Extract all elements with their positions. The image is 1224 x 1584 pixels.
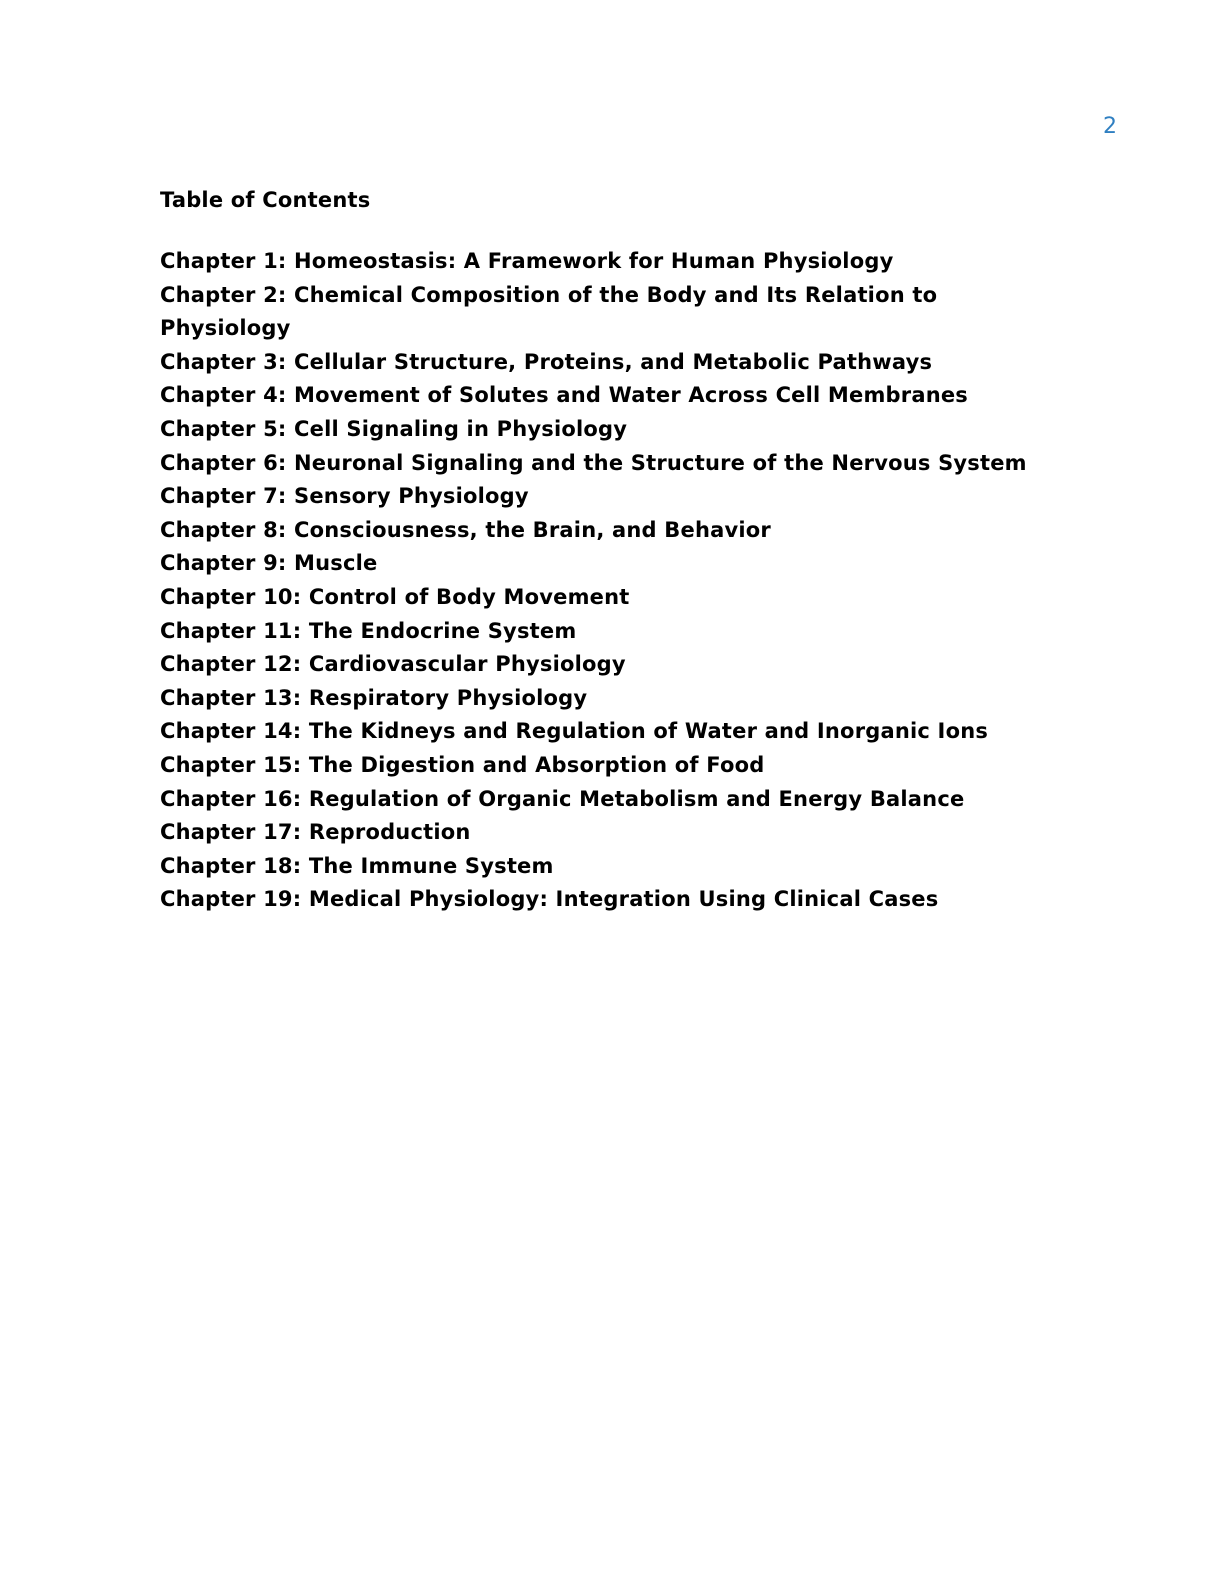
page-number: 2 <box>1103 114 1117 139</box>
toc-list <box>160 245 1100 917</box>
toc-item-chapter-5: Chapter 5: Cell Signaling in Physiology <box>160 416 628 441</box>
toc-item-chapter-19: Chapter 19: Medical Physiology: Integration Using Clinical Cases <box>160 887 939 912</box>
toc-item-chapter-10: Chapter 10: Control of Body Movement <box>160 584 630 609</box>
toc-item-chapter-3: Chapter 3: Cellular Structure, Proteins, and Metabolic Pathways <box>160 349 933 374</box>
toc-item-chapter-6: Chapter 6: Neuronal Signaling and the Structure of the Nervous System <box>160 450 1027 475</box>
toc-item-chapter-12: Chapter 12: Cardiovascular Physiology <box>160 652 626 677</box>
toc-item-chapter-16: Chapter 16: Regulation of Organic Metabolism and Energy Balance <box>160 786 965 811</box>
toc-item-chapter-9: Chapter 9: Muscle <box>160 551 378 576</box>
toc-item-chapter-1: Chapter 1: Homeostasis: A Framework for Human Physiology <box>160 249 894 273</box>
toc-item-chapter-18: Chapter 18: The Immune System <box>160 853 554 878</box>
toc-title: Table of Contents <box>160 188 371 212</box>
toc-item-chapter-4: Chapter 4: Movement of Solutes and Water Across Cell Membranes <box>160 383 969 408</box>
toc-item-chapter-2: Chapter 2: Chemical Composition of the Body and Its Relation to Physiology <box>160 282 938 341</box>
toc-item-chapter-14: Chapter 14: The Kidneys and Regulation of Water and Inorganic Ions <box>160 719 989 744</box>
toc-item-chapter-11: Chapter 11: The Endocrine System <box>160 618 577 643</box>
toc-item-chapter-15: Chapter 15: The Digestion and Absorption of Food <box>160 752 765 777</box>
document-body <box>160 184 1100 917</box>
toc-item-chapter-13: Chapter 13: Respiratory Physiology <box>160 685 588 710</box>
toc-item-chapter-17: Chapter 17: Reproduction <box>160 820 471 845</box>
toc-item-chapter-7: Chapter 7: Sensory Physiology <box>160 484 529 509</box>
toc-item-chapter-8: Chapter 8: Consciousness, the Brain, and Behavior <box>160 517 771 542</box>
